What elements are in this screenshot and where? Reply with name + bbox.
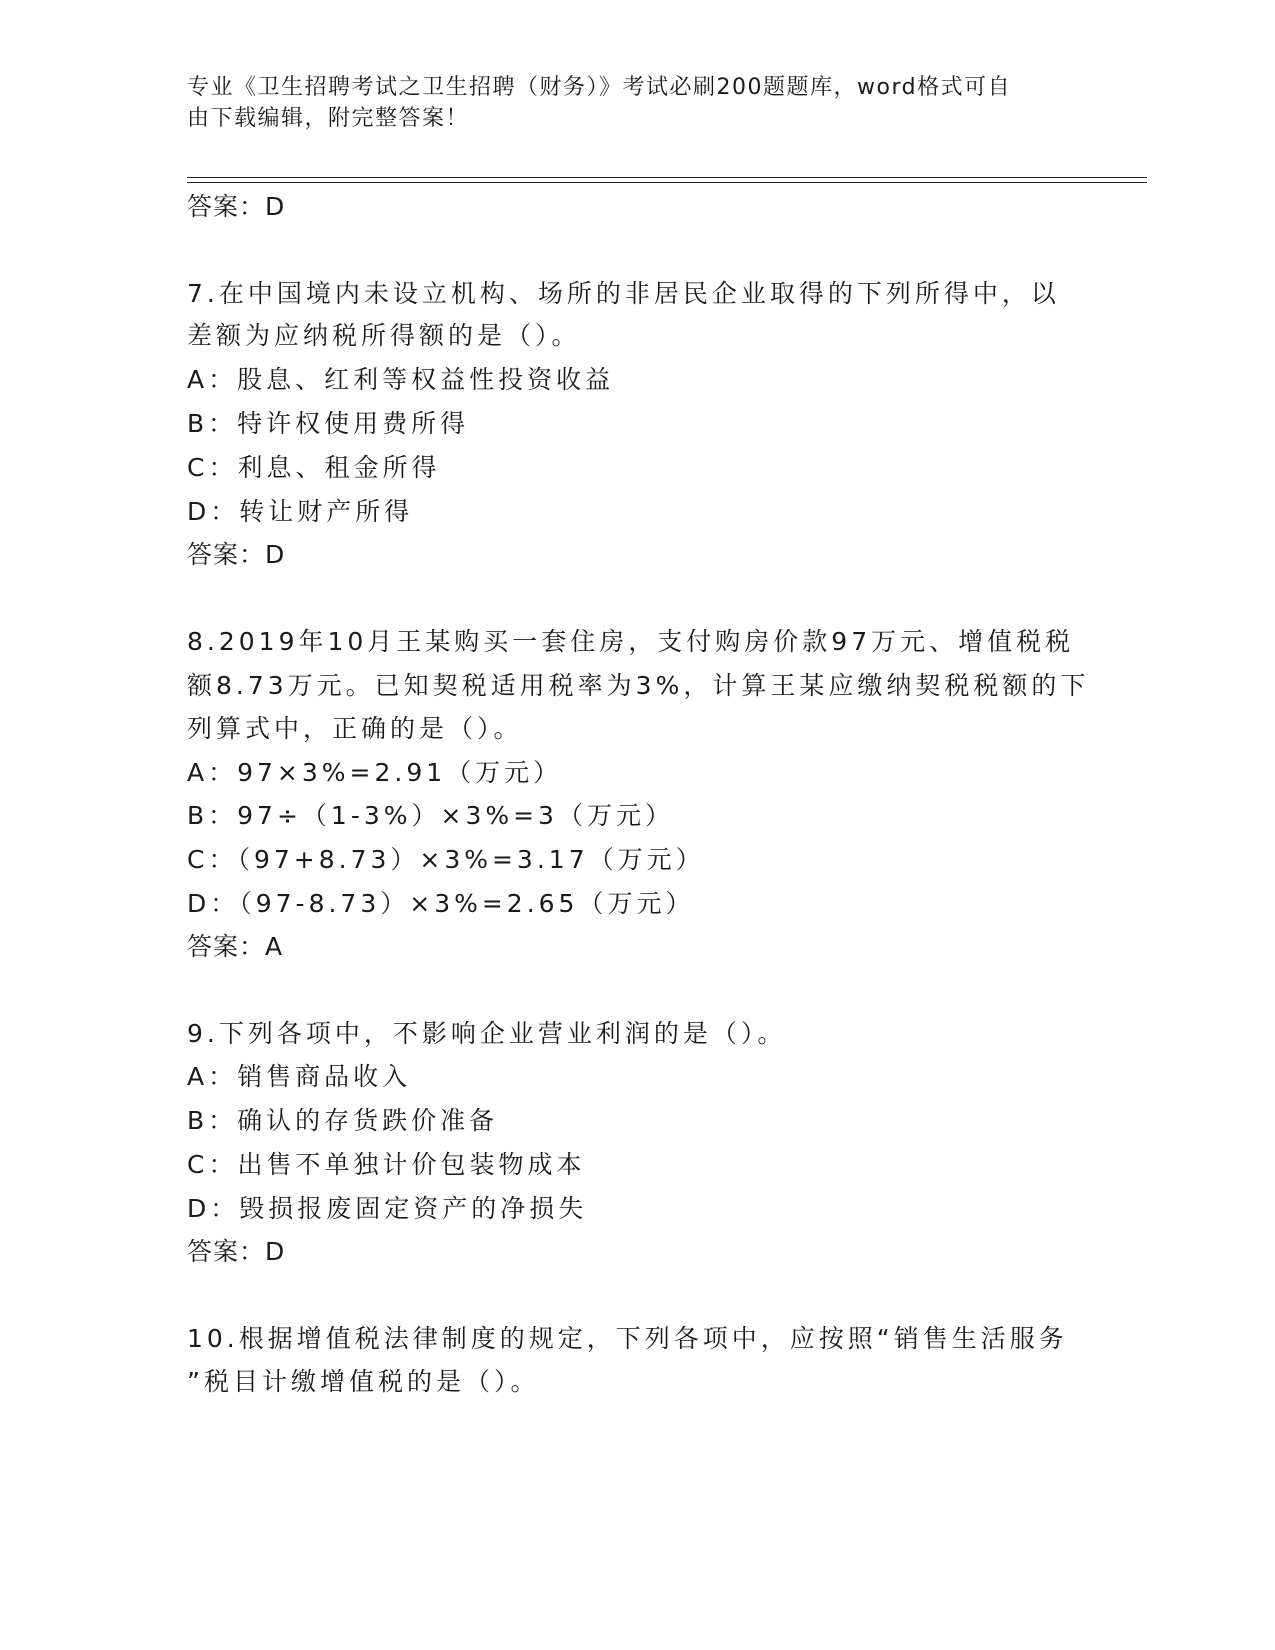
header-line-2: 由下载编辑，附完整答案！ (187, 106, 470, 131)
option-b: B：97÷（1-3%）×3%=3（万元） (187, 801, 674, 830)
answer-value: D (265, 192, 286, 221)
header-line-1: 专业《卫生招聘考试之卫生招聘（财务）》考试必刷200题题库，word格式可自 (187, 75, 1012, 100)
question-stem: 9.下列各项中，不影响企业营业利润的是（）。 (187, 1019, 787, 1048)
question-stem: 差额为应纳税所得额的是（）。 (187, 321, 581, 350)
question-stem: 额8.73万元。已知契税适用税率为3%，计算王某应缴纳契税税额的下 (187, 671, 1090, 700)
answer-value: D (265, 1237, 286, 1266)
answer-line-q7 (187, 540, 285, 570)
answer-label: 答案： (187, 932, 266, 961)
option-a: A：销售商品收入 (187, 1062, 412, 1091)
option-d: D：（97-8.73）×3%=2.65（万元） (187, 889, 695, 918)
option-b: B：特许权使用费所得 (187, 409, 470, 438)
option-d: D：转让财产所得 (187, 497, 414, 526)
question-stem: 列算式中，正确的是（）。 (187, 714, 523, 743)
answer-line-q6 (187, 192, 285, 222)
header-divider-top (187, 177, 1147, 178)
answer-label: 答案： (187, 192, 266, 221)
option-a: A：97×3%=2.91（万元） (187, 758, 563, 787)
answer-line-q8 (187, 932, 283, 962)
answer-value: D (265, 540, 286, 569)
document-header (187, 72, 1067, 134)
option-d: D：毁损报废固定资产的净损失 (187, 1194, 588, 1223)
option-c: C：（97+8.73）×3%=3.17（万元） (187, 845, 705, 874)
answer-label: 答案： (187, 540, 266, 569)
question-stem: 10.根据增值税法律制度的规定，下列各项中，应按照“销售生活服务 (187, 1324, 1068, 1353)
question-stem: ”税目计缴增值税的是（）。 (187, 1367, 540, 1396)
option-c: C：利息、租金所得 (187, 453, 441, 482)
answer-line-q9 (187, 1237, 285, 1267)
option-c: C：出售不单独计价包装物成本 (187, 1150, 586, 1179)
answer-value: A (265, 932, 284, 961)
question-stem: 7.在中国境内未设立机构、场所的非居民企业取得的下列所得中，以 (187, 279, 1060, 308)
question-stem: 8.2019年10月王某购买一套住房，支付购房价款97万元、增值税税 (187, 627, 1075, 656)
header-divider-bottom (187, 182, 1147, 183)
option-b: B：确认的存货跌价准备 (187, 1106, 499, 1135)
answer-label: 答案： (187, 1237, 266, 1266)
option-a: A：股息、红利等权益性投资收益 (187, 365, 615, 394)
